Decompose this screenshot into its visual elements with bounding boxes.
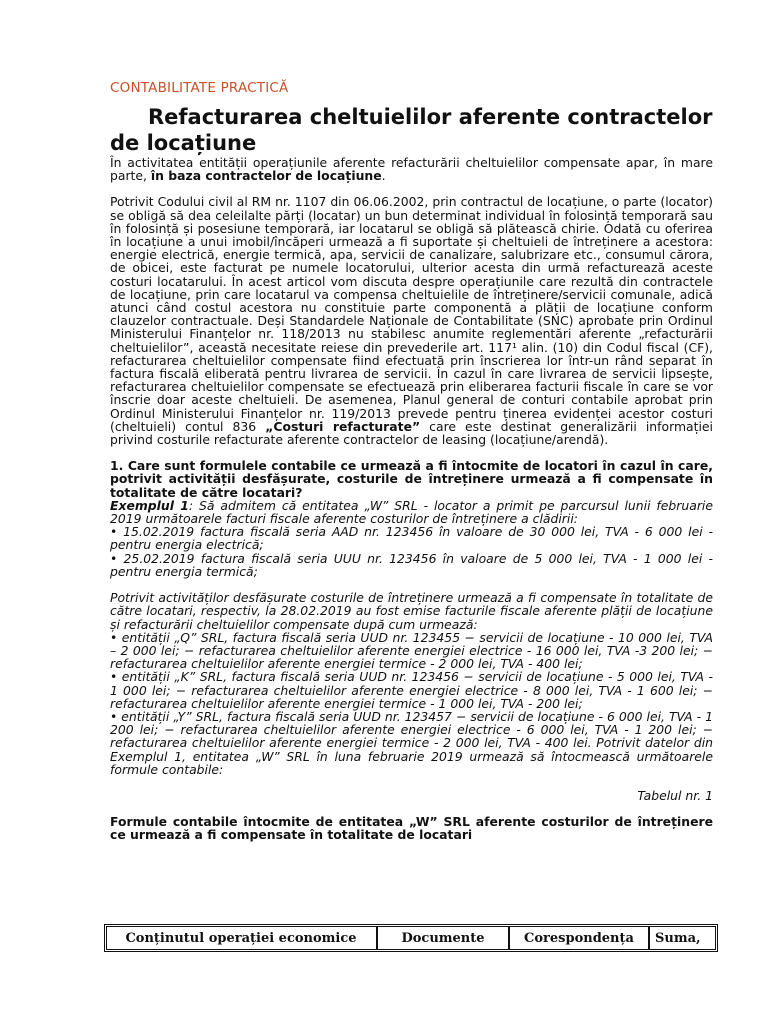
- list-item: • entității „K” SRL, factura fiscală seria UUD nr. 123456 − servicii de locațiune - 5 000 lei, TVA - 1 000 lei; − refacturarea cheltuielilor aferente energiei electrice - 8 000 lei, TVA - 1 600 lei; − refacturarea cheltuielilor aferente energiei termice - 1 000 lei, TVA - 200 lei;: [110, 669, 713, 711]
- list-item: • 15.02.2019 factura fiscală seria AAD nr. 123456 în valoare de 30 000 lei, TVA - 6 000 lei - pentru energia electrică;: [110, 524, 713, 553]
- legal-paragraph: Potrivit Codului civil al RM nr. 1107 din 06.06.2002, prin contractul de locațiune, o parte (locator) se obligă să dea celeilalte părți (locatar) un bun determinat individual în folosință temporară sau în folosință și posesiune temporară, iar locatarul se obligă să plătească chirie. Odată cu oferirea în locațiune a unui imobil/încăperi urmează a fi suportate și cheltuieli de întreținere a acestora: energie electrică, energie termică, apa, servicii de canalizare, salubrizare etc., consumul cărora, de obicei, este facturat pe numele locatorului, ulterior acesta din urmă refacturează aceste costuri locatarului. În acest articol vom discuta despre operațiunile care rezultă din contractele de locațiune, prin care locatarul va compensa cheltuielile de întreținere/servicii comunale, adică atunci când costul acestora nu constituie parte componentă a plății de locațiune conform clauzelor contractuale. Deși Standardele Naționale de Contabilitate (SNC) aprobate prin Ordinul Ministerului Finanțelor nr. 118/2013 nu stabilesc anumite reglementări aferente „refacturării cheltuielilor”, această necesitate reiese din prevederile art. 117¹ alin. (10) din Codul fiscal (CF), refacturarea cheltuielilor compensate fiind efectuată prin înscrierea lor într-un rând separat în factura fiscală eliberată pentru livrarea de servicii. În cazul în care livrarea de servicii lipsește, refacturarea cheltuielilor compensate se efectuează prin eliberarea facturii fiscale în care se vor înscrie doar aceste cheltuieli. De asemenea, Planul general de conturi contabile aprobat prin Ordinul Ministerului Finanțelor nr. 119/2013 prevede pentru ținerea evidenței acestor costuri (cheltuieli) contul 836 „Costuri refacturate” care este destinat generalizării informației privind costurile refacturate aferente contractelor de leasing (locațiune/arendă).: [110, 194, 713, 448]
- intro-paragraph: În activitatea entității operațiunile aferente refacturării cheltuielilor compensate apar, în mare parte, în baza contractelor de locațiune.: [110, 155, 713, 184]
- table-header-cell: Corespondența: [524, 930, 634, 946]
- article-title: [110, 104, 713, 156]
- table-header-cell: Suma,: [655, 930, 701, 946]
- article-title-text: Refacturarea cheltuielilor aferente contractelor de locațiune: [110, 105, 713, 155]
- article-body: [110, 156, 713, 842]
- list-item: • entității „Y” SRL, factura fiscală seria UUD nr. 123457 − servicii de locațiune - 6 000 lei, TVA - 1 200 lei; − refacturarea cheltuielilor aferente energiei electrice - 6 000 lei, TVA - 1 200 lei; − refacturarea cheltuielilor aferente energiei termice - 2 000 lei, TVA - 400 lei. Potrivit datelor din Exemplul 1, entitatea „W” SRL în luna februarie 2019 urmează să întocmească următoarele formule contabile:: [110, 708, 713, 777]
- example-paragraph: Exemplul 1: Să admitem că entitatea „W” SRL - locator a primit pe parcursul lunii februarie 2019 următoarele facturi fiscale aferente costurilor de întreținere a clădirii:: [110, 497, 713, 527]
- table-header-cell: Documente: [401, 930, 485, 946]
- list-item: • 25.02.2019 factura fiscală seria UUU nr. 123456 în valoare de 5 000 lei, TVA - 1 000 lei - pentru energia termică;: [110, 550, 713, 579]
- table-label: Tabelul nr. 1: [637, 787, 713, 803]
- example-label: Exemplul 1: [110, 497, 189, 513]
- question-heading: 1. Care sunt formulele contabile ce urmează a fi întocmite de locatori în cazul în care, potrivit activității desfășurate, costurile de întreținere urmează a fi compensate în totalitate de către locatari?: [110, 458, 713, 500]
- compensation-paragraph: Potrivit activităților desfășurate costurile de întreținere urmează a fi compensate în totalitate de către locatari, respectiv, la 28.02.2019 au fost emise facturile fiscale aferente plății de locațiune și refacturării cheltuielilor compensate după cum urmează:: [110, 590, 713, 632]
- table-title: Formule contabile întocmite de entitatea „W” SRL aferente costurilor de întreținere ce urmează a fi compensate în totalitate de locatari: [110, 814, 713, 843]
- list-item: • entității „Q” SRL, factura fiscală seria UUD nr. 123455 − servicii de locațiune - 10 000 lei, TVA – 2 000 lei; − refacturarea cheltuielilor aferente energiei electrice - 16 000 lei, TVA -3 200 lei; − refacturarea cheltuielilor aferente energiei termice - 2 000 lei, TVA - 400 lei;: [110, 629, 713, 672]
- table-header-row: [106, 926, 716, 950]
- article-content: [110, 80, 713, 842]
- section-label: CONTABILITATE PRACTICĂ: [110, 80, 289, 96]
- table-header-cell: Conținutul operației economice: [125, 930, 357, 946]
